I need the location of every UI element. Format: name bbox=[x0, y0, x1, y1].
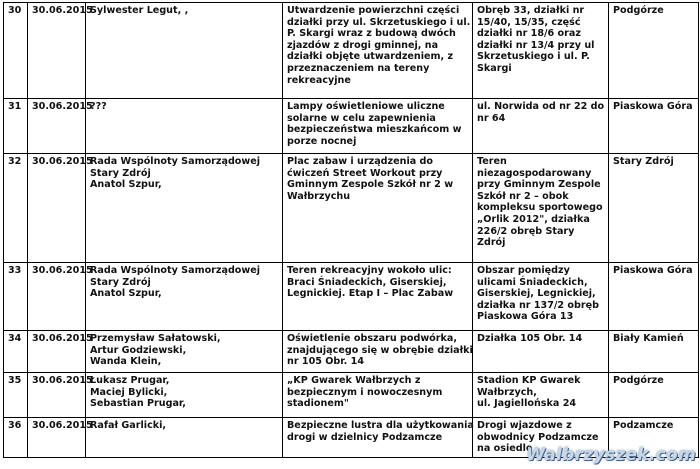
date-cell bbox=[28, 418, 93, 458]
applicant-cell-line: Rafał Garlicki, bbox=[90, 420, 167, 431]
district-cell bbox=[609, 3, 699, 99]
date-cell-text: 30.06.2015 bbox=[32, 101, 93, 112]
location-cell-line: na osiedle bbox=[477, 443, 533, 455]
description-cell-line: solarne w celu zapewnienia bbox=[287, 112, 436, 124]
location-cell-line: kompleksu sportowego bbox=[477, 202, 603, 214]
location-cell-line: Teren bbox=[477, 156, 507, 167]
applicant-cell-line: Stary Zdrój bbox=[90, 167, 151, 179]
district-cell-text: Stary Zdrój bbox=[613, 156, 674, 167]
location-cell-line: Obręb 33, działki nr bbox=[477, 5, 585, 16]
description-cell-line: Braci Śniadeckich, Giserskiej, bbox=[287, 276, 447, 288]
location-cell-line: 15/40, 15/35, część bbox=[477, 16, 581, 28]
description-cell-line: „KP Gwarek Wałbrzych z bbox=[287, 375, 421, 386]
district-cell bbox=[609, 154, 699, 263]
location-cell-line: ulicami Śniadeckich, bbox=[477, 276, 588, 288]
description-cell-line: Plac zabaw i urządzenia do bbox=[287, 156, 434, 167]
description-cell-line: Utwardzenie powierzchni części bbox=[287, 5, 460, 16]
description-cell-line: Oświetlenie obszaru podwórka, bbox=[287, 333, 458, 344]
location-cell bbox=[473, 154, 609, 263]
district-cell bbox=[609, 331, 699, 373]
table-row bbox=[4, 99, 699, 154]
district-cell-text: Piaskowa Góra bbox=[613, 101, 693, 112]
applicant-cell-line: Maciej Bylicki, bbox=[90, 386, 168, 398]
location-cell-line: Drogi wjazdowe z bbox=[477, 420, 572, 431]
description-cell-line: Legnickiej. Etap I – Plac Zabaw bbox=[287, 288, 454, 300]
applicant-cell-line: Anatol Szpur, bbox=[90, 179, 162, 191]
date-cell-text: 30.06.2015 bbox=[32, 420, 93, 431]
date-cell-text: 30.06.2015 bbox=[32, 156, 93, 167]
table-row bbox=[4, 154, 699, 263]
description-cell-line: Wałbrzychu bbox=[287, 190, 351, 202]
description-cell bbox=[283, 99, 473, 154]
applicant-cell-line: Sebastian Prugar, bbox=[90, 398, 186, 410]
description-cell-line: drogi w dzielnicy Podzamcze bbox=[287, 431, 443, 443]
row-number-cell bbox=[4, 154, 28, 263]
date-cell bbox=[28, 99, 93, 154]
location-cell-line: Obszar pomiędzy bbox=[477, 265, 570, 276]
district-cell bbox=[609, 263, 699, 331]
district-cell bbox=[609, 99, 699, 154]
location-cell-line: Skargi bbox=[477, 62, 512, 74]
district-cell-text: Biały Kamień bbox=[613, 333, 684, 344]
applicant-cell-line: ??? bbox=[90, 101, 107, 112]
location-cell-line: Działka 105 Obr. 14 bbox=[477, 333, 583, 344]
applicant-cell bbox=[86, 263, 283, 331]
table-row bbox=[4, 263, 699, 331]
description-cell-line: zjazdów z drogi gminnej, na bbox=[287, 39, 439, 51]
date-cell bbox=[28, 263, 93, 331]
location-cell-line: Szkół nr 2 – obok bbox=[477, 190, 569, 202]
table-row bbox=[4, 3, 699, 99]
location-cell bbox=[473, 3, 609, 99]
applicant-cell-line: Wanda Klein, bbox=[90, 356, 162, 368]
applicant-cell-line: Anatol Szpur, bbox=[90, 288, 162, 300]
description-cell-line: Teren rekreacyjny wokoło ulic: bbox=[287, 265, 452, 276]
row-number-cell bbox=[4, 3, 28, 99]
proposals-table bbox=[3, 2, 699, 458]
applicant-cell-line: Przemysław Sałatowski, bbox=[90, 333, 221, 344]
row-number-cell-text: 33 bbox=[8, 265, 22, 276]
location-cell-line: obwodnicy Podzamcze bbox=[477, 431, 599, 443]
description-cell-line: porze nocnej bbox=[287, 135, 357, 147]
applicant-cell-line: Sylwester Legut, , bbox=[90, 5, 189, 16]
description-cell-line: ćwiczeń Street Workout przy bbox=[287, 167, 443, 179]
description-cell-line: bezpiecznym i nowoczesnym bbox=[287, 386, 443, 398]
location-cell-line: przy Gminnym Zespole bbox=[477, 179, 601, 191]
applicant-cell-line: Stary Zdrój bbox=[90, 276, 151, 288]
location-cell bbox=[473, 99, 609, 154]
description-cell-line: znajdującego się w obrębie działki bbox=[287, 344, 473, 356]
location-cell-line: działka nr 137/2 obręb bbox=[477, 299, 599, 311]
applicant-cell bbox=[86, 154, 283, 263]
applicant-cell bbox=[86, 331, 283, 373]
district-cell-text: Piaskowa Góra bbox=[613, 265, 693, 276]
description-cell-line: rekreacyjne bbox=[287, 74, 351, 86]
date-cell bbox=[28, 3, 93, 99]
district-cell-text: Podzamcze bbox=[613, 420, 674, 431]
date-cell bbox=[28, 373, 93, 418]
location-cell-line: Piaskowa Góra 13 bbox=[477, 311, 574, 323]
location-cell-line: „Orlik 2012", działka bbox=[477, 213, 590, 225]
location-cell bbox=[473, 263, 609, 331]
date-cell-text: 30.06.2015 bbox=[32, 5, 93, 16]
row-number-cell-text: 31 bbox=[8, 101, 22, 112]
description-cell-line: działki objęte utwardzeniem, z bbox=[287, 51, 454, 63]
location-cell-line: Stadion KP Gwarek bbox=[477, 375, 581, 386]
description-cell-line: przeznaczeniem na tereny bbox=[287, 62, 430, 74]
applicant-cell-line: Artur Godziewski, bbox=[90, 344, 187, 356]
description-cell-line: stadionem" bbox=[287, 398, 349, 410]
date-cell-text: 30.06.2015 bbox=[32, 265, 93, 276]
description-cell-line: Bezpieczne lustra dla użytkowania bbox=[287, 420, 474, 431]
applicant-cell bbox=[86, 373, 283, 418]
row-number-cell-text: 36 bbox=[8, 420, 22, 431]
location-cell-line: Skrzetuskiego i ul. P. bbox=[477, 51, 590, 63]
date-cell-text: 30.06.2015 bbox=[32, 333, 93, 344]
description-cell-line: działki przy ul. Skrzetuskiego i ul. bbox=[287, 16, 471, 28]
row-number-cell bbox=[4, 99, 28, 154]
description-cell bbox=[283, 154, 473, 263]
description-cell-line: bezpieczeństwa mieszkańcom w bbox=[287, 124, 462, 136]
applicant-cell bbox=[86, 99, 283, 154]
date-cell-text: 30.06.2015 bbox=[32, 375, 93, 386]
location-cell bbox=[473, 331, 609, 373]
applicant-cell-line: Łukasz Prugar, bbox=[90, 375, 170, 386]
applicant-cell-line: Rada Wspólnoty Samorządowej bbox=[90, 156, 261, 167]
description-cell bbox=[283, 373, 473, 418]
location-cell-line: ul. Jagiellońska 24 bbox=[477, 398, 577, 410]
row-number-cell bbox=[4, 418, 28, 458]
location-cell-line: Zdrój bbox=[477, 237, 506, 249]
location-cell-line: działki nr 13/4 przy ul bbox=[477, 39, 595, 51]
location-cell-line: niezagospodarowany bbox=[477, 167, 592, 179]
location-cell-line: działki nr 18/6 oraz bbox=[477, 28, 581, 40]
row-number-cell-text: 32 bbox=[8, 156, 22, 167]
applicant-cell bbox=[86, 3, 283, 99]
row-number-cell bbox=[4, 373, 28, 418]
table-row bbox=[4, 331, 699, 373]
row-number-cell-text: 35 bbox=[8, 375, 22, 386]
description-cell-line: Lampy oświetleniowe uliczne bbox=[287, 101, 445, 112]
description-cell bbox=[283, 3, 473, 99]
table-row bbox=[4, 373, 699, 418]
location-cell bbox=[473, 373, 609, 418]
location-cell-line: nr 64 bbox=[477, 112, 506, 124]
date-cell bbox=[28, 331, 93, 373]
location-cell-line: Giserskiej, Legnickiej, bbox=[477, 288, 596, 300]
description-cell-line: nr 105 Obr. 14 bbox=[287, 356, 364, 368]
row-number-cell bbox=[4, 331, 28, 373]
district-cell-text: Podgórze bbox=[613, 375, 664, 386]
description-cell-line: Gminnym Zespole Szkół nr 2 w bbox=[287, 179, 454, 191]
row-number-cell-text: 34 bbox=[8, 333, 22, 344]
district-cell-text: Podgórze bbox=[613, 5, 664, 16]
watermark-logo: Walbrzyszek.com bbox=[526, 445, 696, 465]
location-cell-line: ul. Norwida od nr 22 do bbox=[477, 101, 605, 112]
location-cell-line: 226/2 obręb Stary bbox=[477, 225, 575, 237]
description-cell bbox=[283, 418, 473, 458]
description-cell bbox=[283, 263, 473, 331]
row-number-cell bbox=[4, 263, 28, 331]
location-cell-line: Wałbrzych, bbox=[477, 386, 537, 398]
applicant-cell-line: Rada Wspólnoty Samorządowej bbox=[90, 265, 261, 276]
applicant-cell bbox=[86, 418, 283, 458]
district-cell bbox=[609, 373, 699, 418]
row-number-cell-text: 30 bbox=[8, 5, 22, 16]
description-cell bbox=[283, 331, 473, 373]
date-cell bbox=[28, 154, 93, 263]
description-cell-line: P. Skargi wraz z budową dwóch bbox=[287, 28, 456, 40]
